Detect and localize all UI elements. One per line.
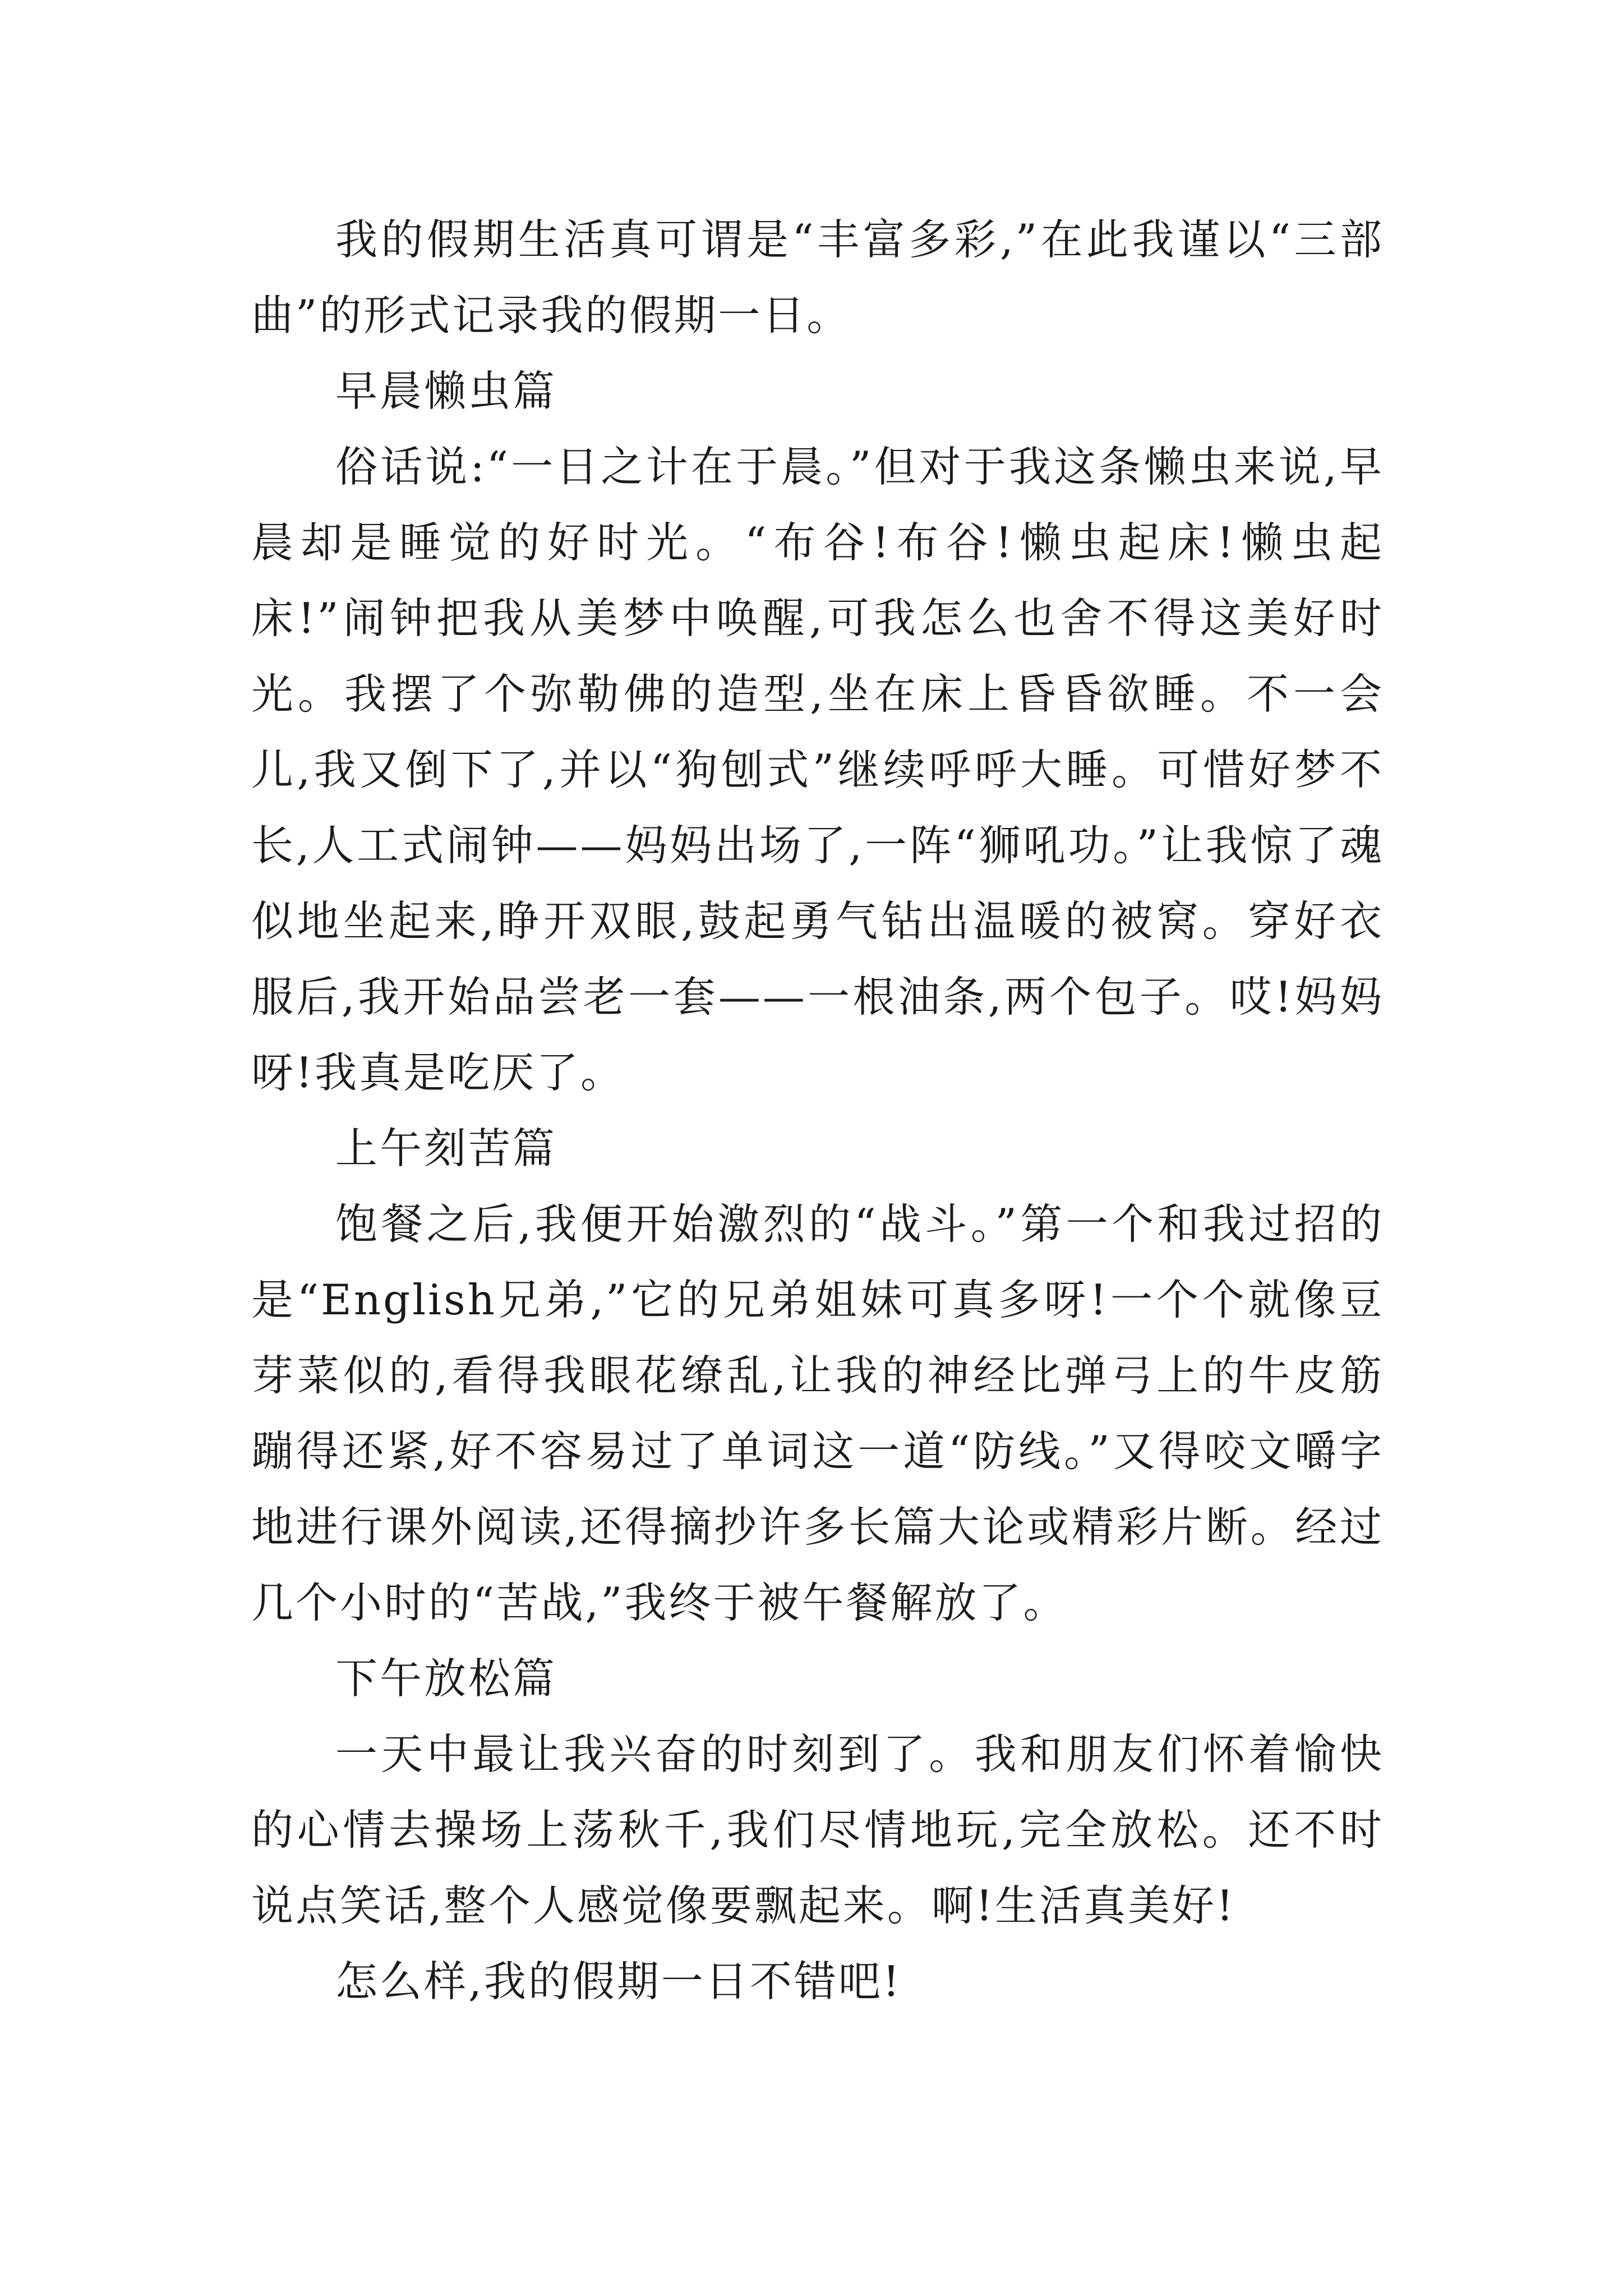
morning-paragraph: 俗话说:“一日之计在于晨。”但对于我这条懒虫来说,早晨却是睡觉的好时光。“布谷!布谷!懒虫起床!懒虫起床!”闹钟把我从美梦中唤醒,可我怎么也舍不得这美好时光。我摆了个弥勒佛的造型,坐在床上昏昏欲睡。不一会儿,我又倒下了,并以“狗刨式”继续呼呼大睡。可惜好梦不长,人工式闹钟——妈妈出场了,一阵“狮吼功。”让我惊了魂似地坐起来,睁开双眼,鼓起勇气钻出温暖的被窝。穿好衣服后,我开始品尝老一套——一根油条,两个包子。哎!妈妈呀!我真是吃厌了。: [251, 442, 1384, 1097]
section-heading-morning: 早晨懒虫篇: [335, 366, 557, 416]
forenoon-paragraph: 饱餐之后,我便开始激烈的“战斗。”第一个和我过招的是“English兄弟,”它的兄弟姐妹可真多呀!一个个就像豆芽菜似的,看得我眼花缭乱,让我的神经比弹弓上的牛皮筋蹦得还紧,好不容易过了单词这一道“防线。”又得咬文嚼字地进行课外阅读,还得摘抄许多长篇大论或精彩片断。经过几个小时的“苦战,”我终于被午餐解放了。: [251, 1199, 1384, 1627]
section-heading-forenoon: 上午刻苦篇: [335, 1124, 557, 1173]
section-heading-afternoon: 下午放松篇: [335, 1654, 557, 1703]
afternoon-paragraph: 一天中最让我兴奋的时刻到了。我和朋友们怀着愉快的心情去操场上荡秋千,我们尽情地玩,完全放松。还不时说点笑话,整个人感觉像要飘起来。啊!生活真美好!: [251, 1729, 1384, 1930]
intro-paragraph: 我的假期生活真可谓是“丰富多彩,”在此我谨以“三部曲”的形式记录我的假期一日。: [251, 215, 1384, 340]
document-body: [251, 202, 1384, 2019]
closing-paragraph: 怎么样,我的假期一日不错吧!: [335, 1957, 902, 2006]
